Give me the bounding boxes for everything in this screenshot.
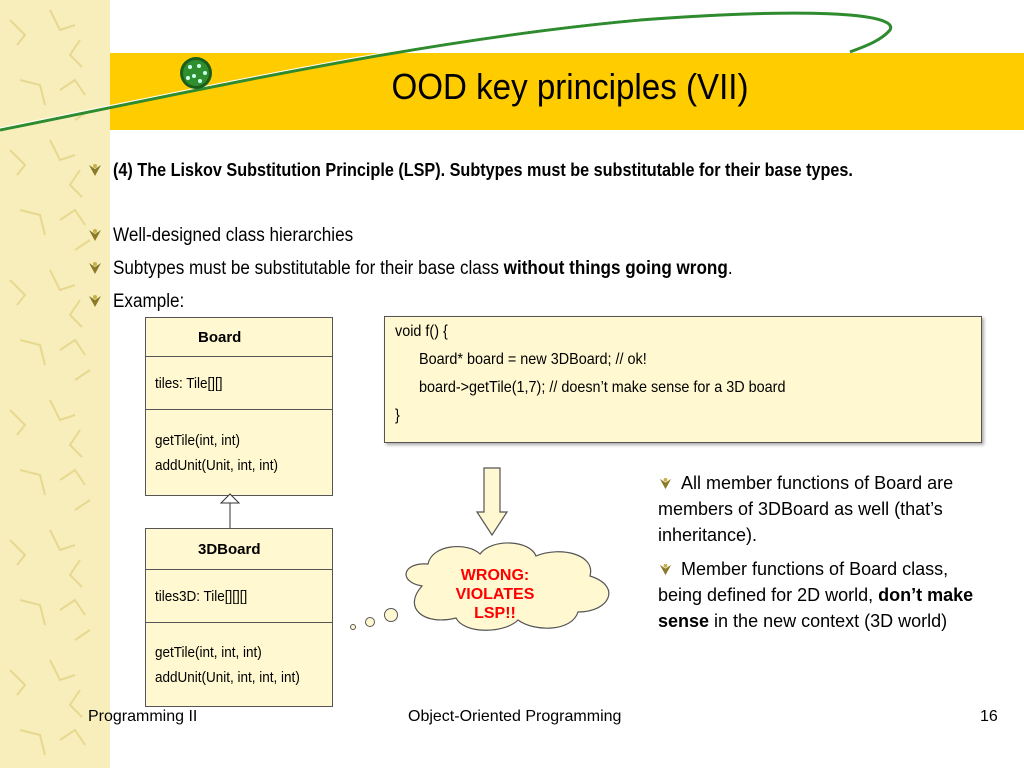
- uml-method: addUnit(Unit, int, int): [155, 456, 279, 474]
- down-arrow-icon: [475, 466, 509, 538]
- uml-attribute: tiles: Tile[][]: [155, 374, 223, 392]
- slide-title: OOD key principles (VII): [391, 66, 749, 107]
- bullet-icon: [87, 293, 103, 309]
- code-line: board->getTile(1,7); // doesn’t make sense for a 3D board: [419, 379, 786, 396]
- uml-class-board: [145, 317, 333, 496]
- bullet-text: Well-designed class hierarchies: [113, 225, 354, 246]
- bullet-icon: [87, 227, 103, 243]
- violation-line: VIOLATES: [455, 586, 535, 603]
- uml-class-name: 3DBoard: [198, 540, 261, 558]
- bullet-icon: [658, 562, 673, 577]
- bullet-substitutable: [87, 258, 801, 280]
- note-item: [658, 556, 993, 634]
- bullet-text: Example:: [113, 291, 185, 312]
- footer-course: Programming II: [88, 708, 198, 725]
- violation-line: WRONG:: [460, 567, 530, 584]
- uml-method: getTile(int, int): [155, 431, 241, 449]
- uml-method-section: [146, 409, 332, 495]
- uml-attribute: tiles3D: Tile[][][]: [155, 587, 248, 605]
- inheritance-arrow-icon: [215, 493, 245, 529]
- note-text: All member functions of Board are members of 3DBoard as well (that’s inheritance).: [658, 473, 954, 545]
- globe-icon: [180, 57, 212, 89]
- page-number: 16: [980, 708, 998, 725]
- uml-class-name-section: [146, 318, 332, 356]
- bullet-end-text: .: [727, 258, 733, 279]
- bullet-lsp: [87, 160, 935, 181]
- code-line: Board* board = new 3DBoard; // ok!: [419, 351, 647, 368]
- bullet-icon: [87, 260, 103, 276]
- bullet-example: [87, 291, 192, 313]
- code-line: void f() {: [395, 323, 448, 340]
- bullet-icon: [658, 476, 673, 491]
- bullet-text: (4) The Liskov Substitution Principle (LSP). Subtypes must be substitutable for their base types.: [113, 160, 853, 180]
- bullet-icon: [87, 162, 103, 178]
- uml-class-name: Board: [198, 328, 242, 346]
- notes-panel: [658, 470, 993, 642]
- violation-label: [443, 566, 547, 623]
- footer-topic: Object-Oriented Programming: [408, 708, 622, 725]
- uml-method-section: [146, 622, 332, 706]
- code-line: }: [395, 407, 400, 424]
- note-end-text: in the new context (3D world): [709, 611, 948, 631]
- uml-attribute-section: [146, 569, 332, 622]
- note-text: Member functions of Board class, being defined for 2D world,: [658, 559, 949, 605]
- uml-method: getTile(int, int, int): [155, 643, 262, 661]
- uml-attribute-section: [146, 356, 332, 409]
- uml-class-name-section: [146, 529, 332, 569]
- bullet-hierarchies: [87, 225, 380, 247]
- code-box: [384, 316, 982, 443]
- uml-class-3dboard: [145, 528, 333, 707]
- bullet-text: Subtypes must be substitutable for their base class: [113, 258, 504, 279]
- note-bold-text: don’t make sense: [658, 585, 974, 631]
- violation-line: LSP!!: [474, 605, 516, 622]
- note-item: [658, 470, 993, 548]
- bullet-bold-text: without things going wrong: [503, 258, 728, 279]
- uml-method: addUnit(Unit, int, int, int): [155, 668, 300, 686]
